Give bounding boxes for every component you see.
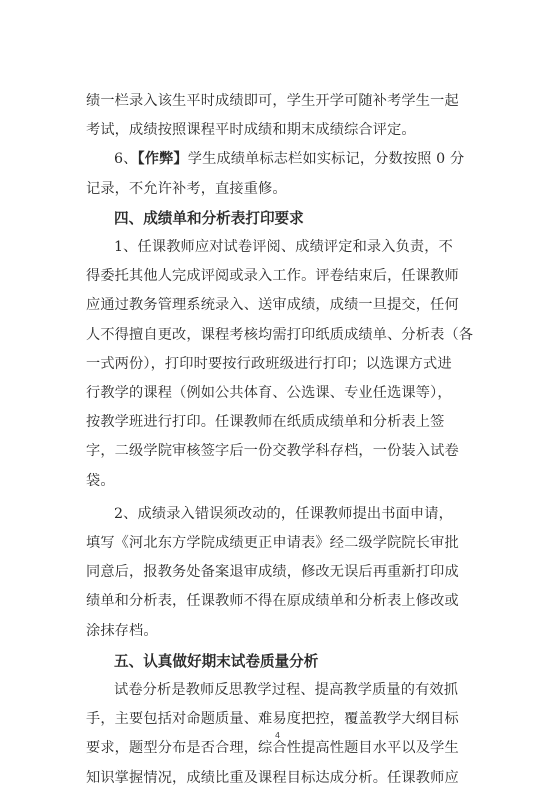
paragraph-line: 一式两份），打印时要按行政班级进行打印；以选课方式进 bbox=[86, 355, 452, 372]
paragraph-line: 行教学的课程（例如公共体育、公选课、专业任选课等）， bbox=[86, 385, 452, 402]
section-heading-4: 四、成绩单和分析表打印要求 bbox=[114, 209, 304, 227]
section-heading-5: 五、认真做好期末试卷质量分析 bbox=[114, 652, 319, 670]
paragraph-line: 涂抹存档。 bbox=[86, 622, 158, 639]
paragraph-line: 人不得擅自更改，课程考核均需打印纸质成绩单、分析表（各 bbox=[86, 326, 474, 343]
paragraph-line: 要求，题型分布是否合理，综合性提高性题目水平以及学生 bbox=[86, 740, 459, 757]
paragraph-line: 袋。 bbox=[86, 472, 115, 489]
page-number: 4 bbox=[274, 731, 281, 740]
paragraph-line: 知识掌握情况，成绩比重及课程目标达成分析。任课教师应 bbox=[86, 769, 459, 786]
paragraph-line: 得委托其他人完成评阅或录入工作。评卷结束后，任课教师 bbox=[86, 268, 459, 285]
paragraph-line: 绩一栏录入该生平时成绩即可，学生开学可随补考学生一起 bbox=[86, 93, 459, 109]
paragraph-line: 填写《河北东方学院成绩更正申请表》经二级学院院长审批 bbox=[86, 535, 459, 552]
paragraph-line: 考试，成绩按照课程平时成绩和期末成绩综合评定。 bbox=[86, 122, 416, 139]
paragraph-line: 应通过教务管理系统录入、送审成绩，成绩一旦提交，任何 bbox=[86, 297, 459, 314]
paragraph-item-6 bbox=[86, 145, 478, 174]
item-tag: 【作弊】 bbox=[137, 151, 188, 168]
item-text: 学生成绩单标志栏如实标记，分数按照 0 分 bbox=[187, 151, 465, 168]
paragraph-line: 2、成绩录入错误须改动的，任课教师提出书面申请， bbox=[114, 505, 453, 522]
item-number: 6、 bbox=[114, 151, 138, 168]
paragraph-line: 1、任课教师应对试卷评阅、成绩评定和录入负责，不 bbox=[114, 239, 453, 256]
paragraph-line: 同意后，报教务处备案退审成绩，修改无误后再重新打印成 bbox=[86, 564, 459, 581]
paragraph-line: 字，二级学院审核签字后一份交教学科存档，一份装入试卷 bbox=[86, 443, 459, 460]
paragraph-line: 手，主要包括对命题质量、难易度把控，覆盖教学大纲目标 bbox=[86, 711, 459, 728]
paragraph-line: 试卷分析是教师反思教学过程、提高教学质量的有效抓 bbox=[114, 682, 459, 699]
paragraph-line: 记录，不允许补考，直接重修。 bbox=[86, 180, 287, 197]
paragraph-line: 按教学班进行打印。任课教师在纸质成绩单和分析表上签 bbox=[86, 414, 445, 431]
paragraph-line: 绩单和分析表，任课教师不得在原成绩单和分析表上修改或 bbox=[86, 593, 459, 610]
document-body bbox=[86, 87, 478, 793]
